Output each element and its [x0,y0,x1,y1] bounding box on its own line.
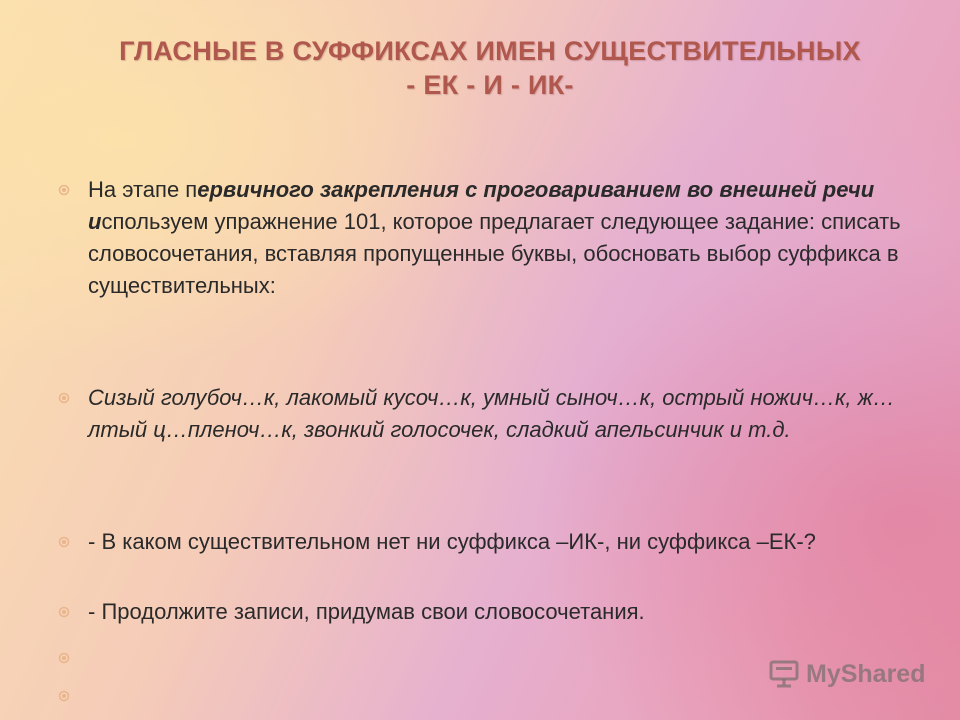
text-part-regular-end: спользуем упражнение 101, которое предлагает следующее задание: списать словосочетания, вставляя пропущенные буквы, обосновать выбор суффикса в существительных: [88,209,901,298]
bullet-icon [58,642,70,654]
list-item [58,382,918,446]
bullet-icon [58,596,70,608]
bullet-icon [58,174,70,186]
list-item-text: - В каком существительном нет ни суффикса –ИК-, ни суффикса –ЕК-? [88,529,816,554]
slide-title-line-1: ГЛАСНЫЕ В СУФФИКСАХ ИМЕН СУЩЕСТВИТЕЛЬНЫХ [119,36,861,66]
bullet-icon [58,382,70,394]
list-item [58,596,918,628]
watermark-logo [768,656,925,692]
list-item [58,174,918,302]
list-item-text [88,174,918,302]
text-part-regular: На этапе п [88,177,198,202]
presentation-screen-icon [768,658,800,690]
list-item-text: Сизый голубоч…к, лакомый кусоч…к, умный сыноч…к, острый ножич…к, ж…лтый ц…пленоч…к, звонкий голосочек, сладкий апельсинчик и т.д. [88,385,895,442]
bullet-icon [58,526,70,538]
text-part-emphasis: ервичного закрепления с проговариванием во внешней речи и [88,177,875,234]
watermark-text: MyShared [806,659,926,688]
list-item-text: - Продолжите записи, придумав свои словосочетания. [88,599,645,624]
bullet-icon [58,680,70,692]
slide-title-line-2: - ЕК - И - ИК- [406,70,574,100]
slide-title [60,34,920,102]
list-item [58,526,918,558]
